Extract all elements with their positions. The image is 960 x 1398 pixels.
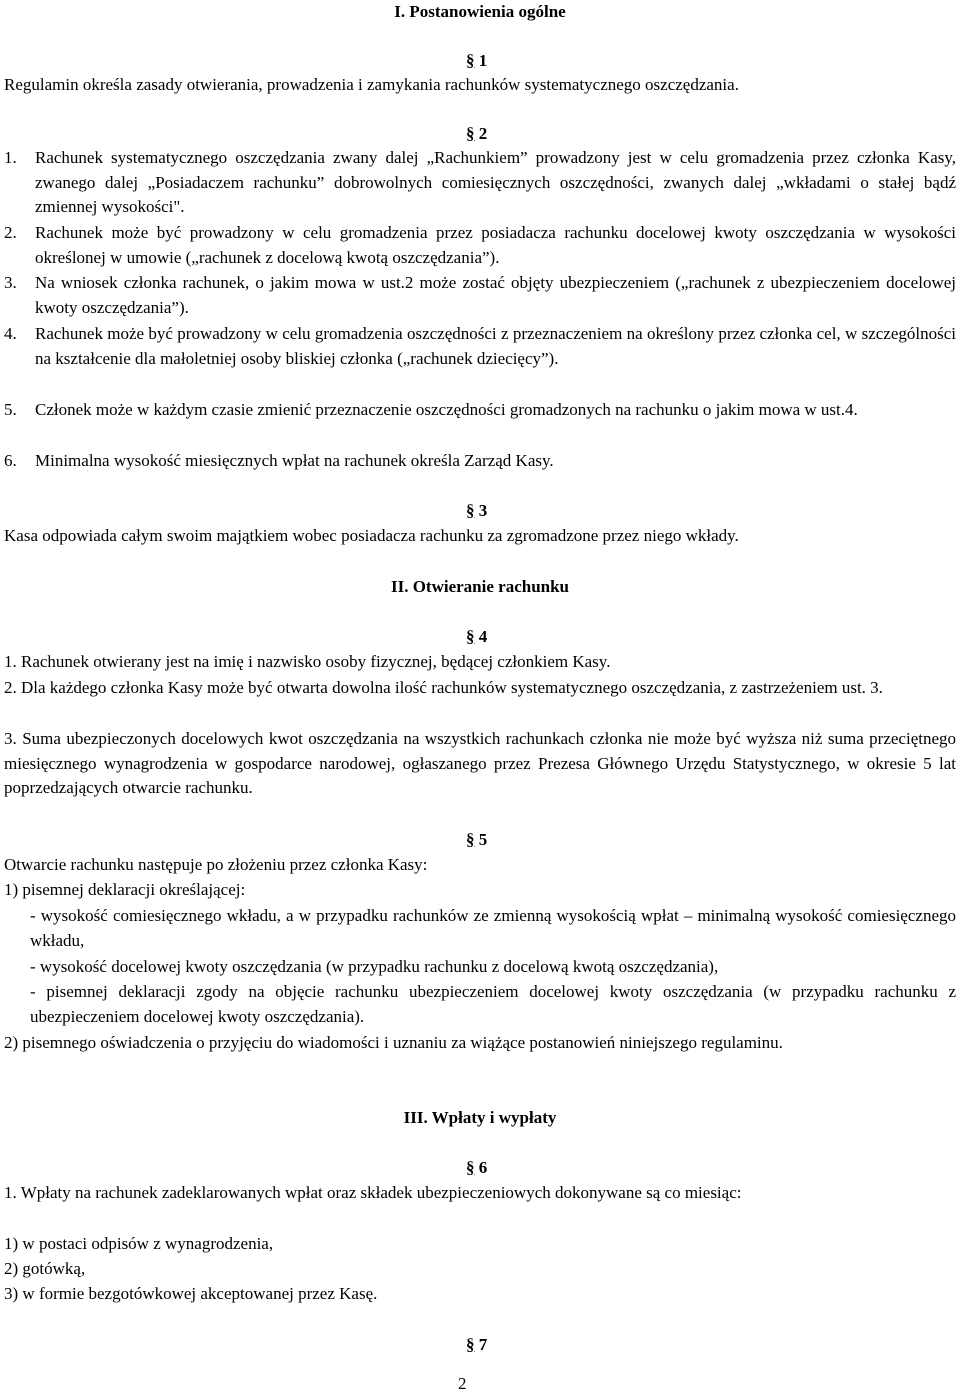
paragraph-mark-1 (466, 49, 487, 74)
paragraph-6-sub-1: 1) w postaci odpisów z wynagrodzenia, (4, 1234, 274, 1253)
list-item (4, 650, 956, 675)
paragraph-6-sub-3: 3) w formie bezgotówkowej akceptowanej przez Kasę. (4, 1284, 378, 1303)
section-symbol: § (466, 501, 475, 520)
paragraph-5-point-1: 1) pisemnej deklaracji określającej: (4, 880, 246, 899)
paragraph-5-point-2: 2) pisemnego oświadczenia o przyjęciu do wiadomości i uznaniu za wiążące postanowień niniejszego regulaminu. (4, 1033, 783, 1052)
list-item-number: 1. (4, 652, 17, 671)
paragraph-number: 3 (478, 501, 488, 520)
paragraph-3-text: Kasa odpowiada całym swoim majątkiem wobec posiadacza rachunku za zgromadzone przez niego wkłady. (4, 526, 739, 545)
paragraph-6-item-1: 1. Wpłaty na rachunek zadeklarowanych wpłat oraz składek ubezpieczeniowych dokonywane są co miesiąc: (4, 1183, 742, 1202)
paragraph-number: 7 (478, 1335, 488, 1354)
paragraph-mark-4 (466, 625, 487, 650)
paragraph-mark-7 (466, 1333, 487, 1358)
paragraph-number: 1 (478, 51, 488, 70)
list-item-text: Rachunek może być prowadzony w celu gromadzenia oszczędności z przeznaczeniem na określony przez członka cel, w szczególności na kształcenie dla małoletniej osoby bliskiej członka („rachunek dziecięcy”). (35, 324, 956, 368)
section-heading-2: II. Otwieranie rachunku (390, 577, 570, 596)
list-item (4, 727, 956, 801)
list-item-number: 4. (4, 324, 17, 343)
paragraph-mark-2 (466, 122, 487, 147)
list-item-number: 6. (4, 451, 17, 470)
section-symbol: § (466, 51, 475, 70)
list-item-number: 2. (4, 223, 17, 242)
section-symbol: § (466, 627, 475, 646)
list-item-number: 3. (4, 729, 17, 748)
paragraph-mark-6 (466, 1156, 487, 1181)
list-item-text: Na wniosek członka rachunek, o jakim mowa w ust.2 może zostać objęty ubezpieczeniem („rachunek z ubezpieczeniem docelowej kwoty oszczędzania”). (35, 273, 956, 317)
list-item-text: Rachunek otwierany jest na imię i nazwisko osoby fizycznej, będącej członkiem Kasy. (21, 652, 611, 671)
list-item-text: Rachunek może być prowadzony w celu gromadzenia przez posiadacza rachunku docelowej kwoty oszczędzania w wysokości określonej w umowie („rachunek z docelową kwotą oszczędzania”). (35, 223, 956, 267)
paragraph-5-dash-1: - wysokość comiesięcznego wkładu, a w przypadku rachunków ze zmienną wysokością wpłat – minimalną wysokość comiesięcznego wkładu, (30, 906, 956, 950)
list-item (4, 676, 956, 701)
paragraph-mark-3 (466, 499, 487, 524)
list-item-number: 2. (4, 678, 17, 697)
paragraph-number: 4 (478, 627, 488, 646)
paragraph-6-sub-2: 2) gotówką, (4, 1259, 86, 1278)
paragraph-5-dash-3: - pisemnej deklaracji zgody na objęcie rachunku ubezpieczeniem docelowej kwoty oszczędzania (w przypadku rachunku z ubezpieczeniem docelowej kwoty oszczędzania). (30, 982, 956, 1026)
section-symbol: § (466, 1335, 475, 1354)
paragraph-number: 2 (478, 124, 488, 143)
list-item-number: 5. (4, 400, 17, 419)
section-heading-3: III. Wpłaty i wypłaty (403, 1108, 557, 1127)
list-item-number: 3. (4, 273, 17, 292)
section-symbol: § (466, 830, 475, 849)
paragraph-number: 5 (478, 830, 488, 849)
list-item-number: 1. (4, 148, 17, 167)
paragraph-number: 6 (478, 1158, 488, 1177)
list-item-text: Członek może w każdym czasie zmienić przeznaczenie oszczędności gromadzonych na rachunku o jakim mowa w ust.4. (35, 400, 858, 419)
section-symbol: § (466, 124, 475, 143)
section-heading-1: I. Postanowienia ogólne (394, 2, 566, 21)
list-item-text: Dla każdego członka Kasy może być otwarta dowolna ilość rachunków systematycznego oszczędzania, z zastrzeżeniem ust. 3. (21, 678, 883, 697)
list-item-text: Minimalna wysokość miesięcznych wpłat na rachunek określa Zarząd Kasy. (35, 451, 554, 470)
section-symbol: § (466, 1158, 475, 1177)
list-item-text: Suma ubezpieczonych docelowych kwot oszczędzania na wszystkich rachunkach członka nie może być wyższa niż suma przeciętnego miesięcznego wynagrodzenia w gospodarce narodowej, ogłaszanego przez Prezesa Głównego Urzędu Statystycznego, w okresie 5 lat poprzedzających otwarcie rachunku. (4, 729, 957, 797)
list-item-text: Rachunek systematycznego oszczędzania zwany dalej „Rachunkiem” prowadzony jest w celu gromadzenia przez członka Kasy, zwanego dalej „Posiadaczem rachunku” dobrowolnych comiesięcznych oszczędności, zwanych dalej „wkładami o stałej bądź zmiennej wysokości". (35, 148, 956, 216)
paragraph-5-dash-2: - wysokość docelowej kwoty oszczędzania (w przypadku rachunku z docelową kwotą oszczędzania), (30, 957, 719, 976)
paragraph-1-text: Regulamin określa zasady otwierania, prowadzenia i zamykania rachunków systematycznego oszczędzania. (4, 75, 739, 94)
paragraph-mark-5 (466, 828, 487, 853)
paragraph-5-intro: Otwarcie rachunku następuje po złożeniu przez członka Kasy: (4, 855, 428, 874)
page-number: 2 (458, 1374, 467, 1393)
